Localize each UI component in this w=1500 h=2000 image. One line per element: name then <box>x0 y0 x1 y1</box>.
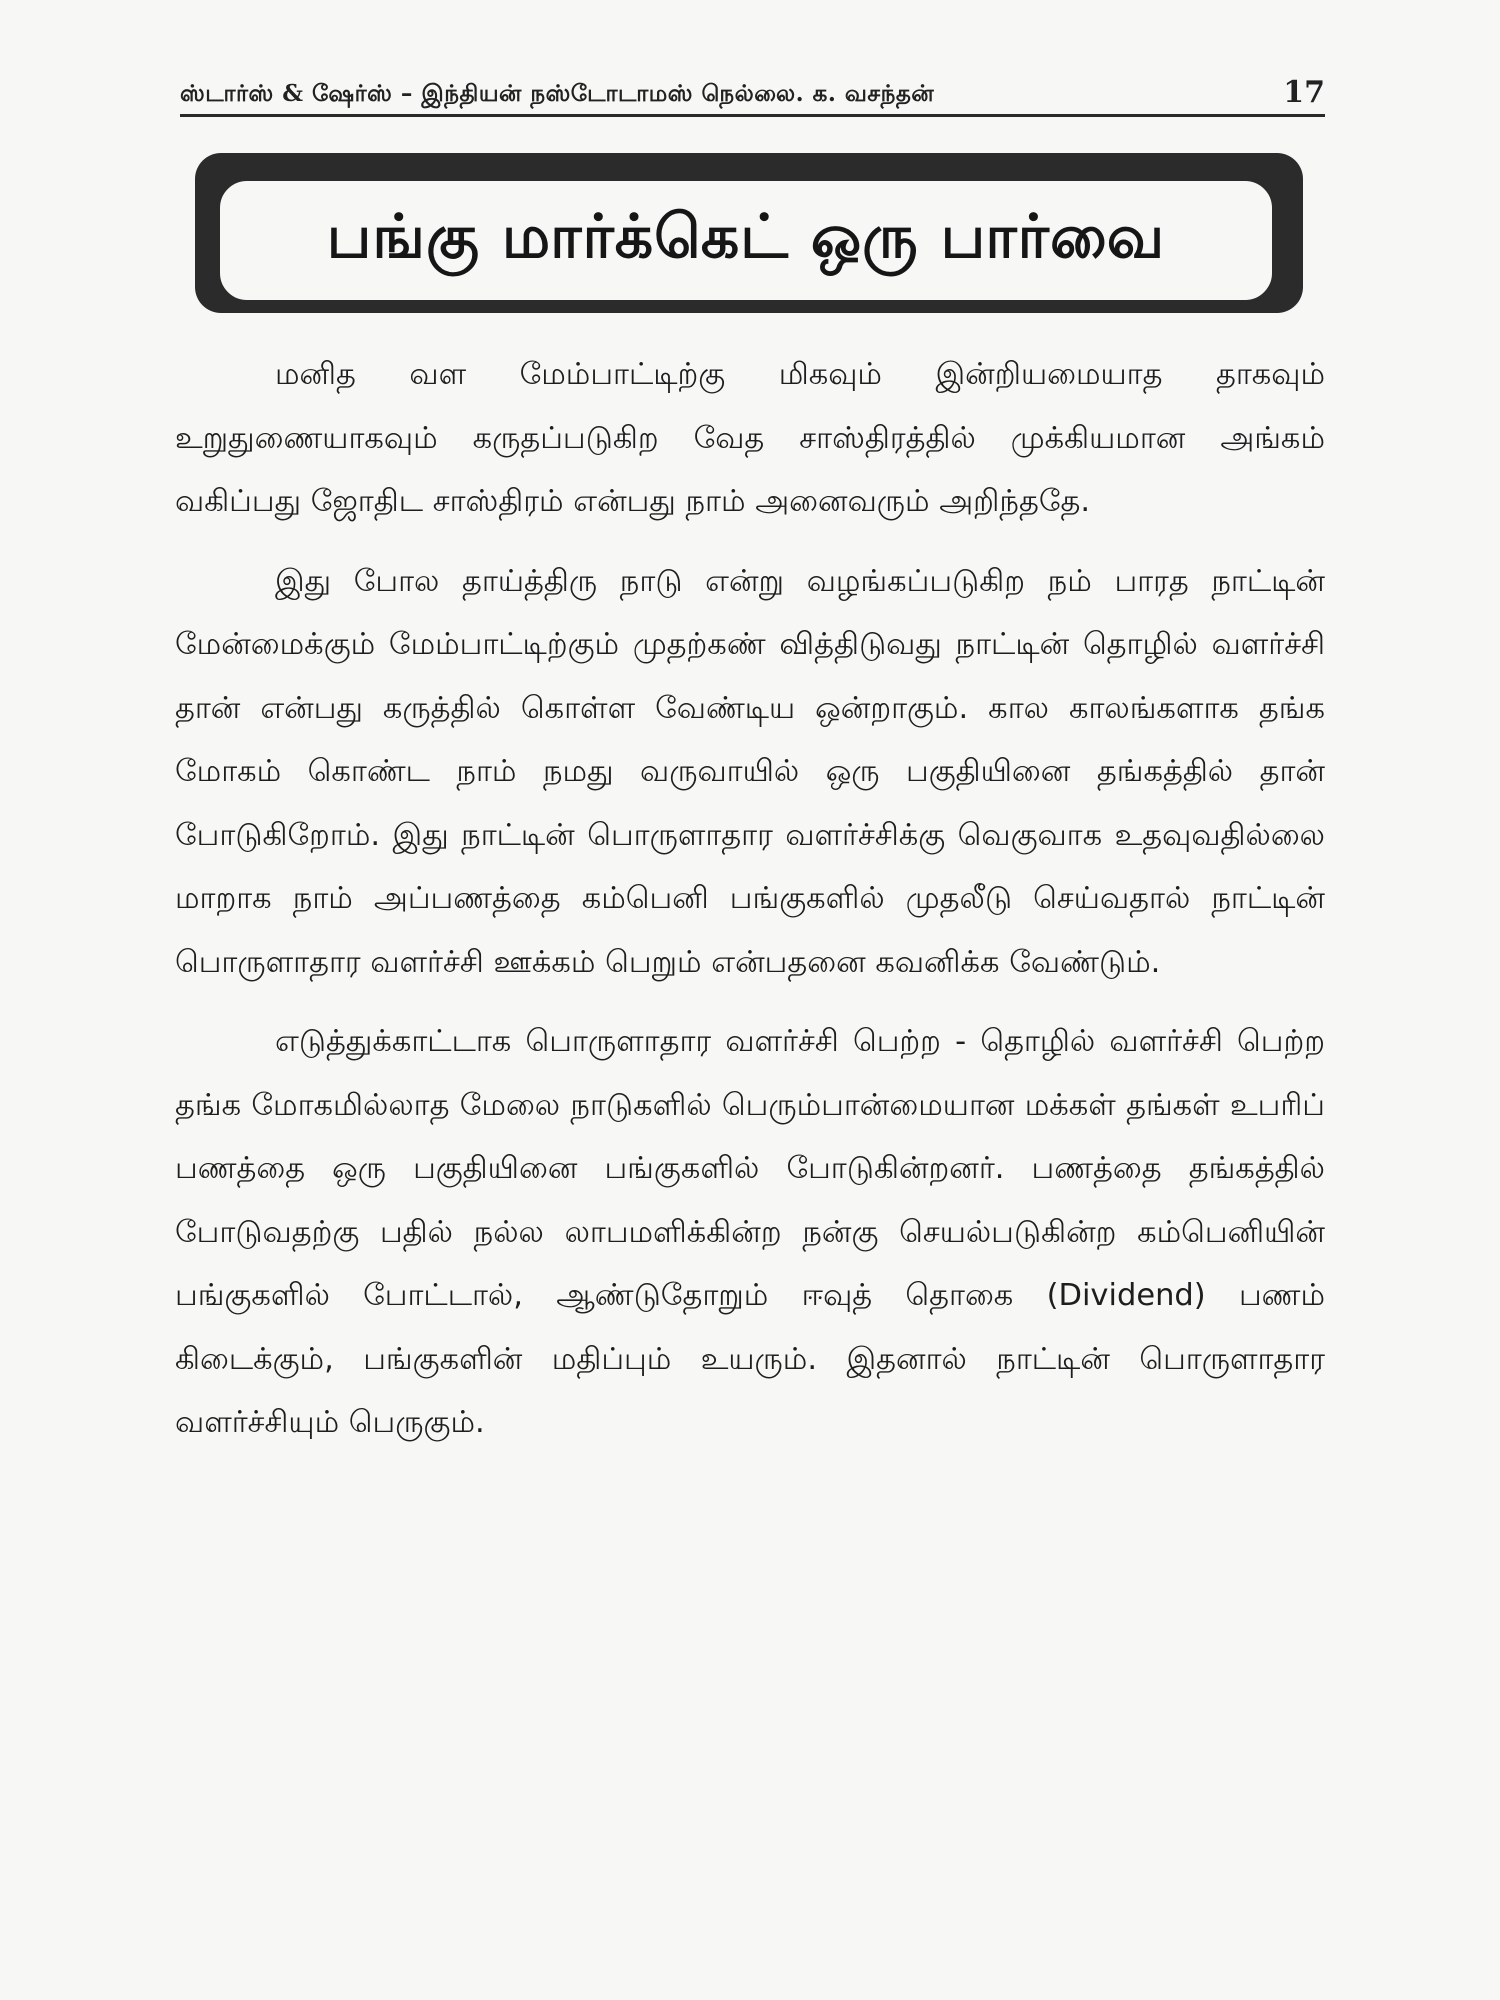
paragraph-1: மனித வள மேம்பாட்டிற்கு மிகவும் இன்றியமையாத தாகவும் உறுதுணையாகவும் கருதப்படுகிற வேத சாஸ்திரத்தில் முக்கியமான அங்கம் வகிப்பது ஜோதிட சாஸ்திரம் என்பது நாம் அனைவரும் அறிந்ததே. <box>175 357 1325 519</box>
page-number: 17 <box>1283 75 1325 110</box>
body-text <box>175 343 1325 1471</box>
chapter-banner <box>217 178 1275 303</box>
paragraph-3: எடுத்துக்காட்டாக பொருளாதார வளர்ச்சி பெற்ற - தொழில் வளர்ச்சி பெற்ற தங்க மோகமில்லாத மேலை நாடுகளில் பெரும்பான்மையான மக்கள் தங்கள் உபரிப் பணத்தை ஒரு பகுதியினை பங்குகளில் போடுகின்றனர். பணத்தை தங்கத்தில் போடுவதற்கு பதில் நல்ல லாபமளிக்கின்ற நன்கு செயல்படுகின்ற கம்பெனியின் பங்குகளில் போட்டால், ஆண்டுதோறும் ஈவுத் தொகை (Dividend) பணம் கிடைக்கும், பங்குகளின் மதிப்பும் உயரும். இதனால் நாட்டின் பொருளாதார வளர்ச்சியும் பெருகும். <box>175 1024 1325 1440</box>
header-divider <box>180 114 1325 117</box>
running-title: ஸ்டார்ஸ் & ஷேர்ஸ் – இந்தியன் நஸ்டோடாமஸ் நெல்லை. க. வசந்தன் <box>180 80 935 107</box>
running-header <box>180 58 1325 110</box>
paragraph-2: இது போல தாய்த்திரு நாடு என்று வழங்கப்படுகிற நம் பாரத நாட்டின் மேன்மைக்கும் மேம்பாட்டிற்கும் முதற்கண் வித்திடுவது நாட்டின் தொழில் வளர்ச்சி தான் என்பது கருத்தில் கொள்ள வேண்டிய ஒன்றாகும். கால காலங்களாக தங்க மோகம் கொண்ட நாம் நமது வருவாயில் ஒரு பகுதியினை தங்கத்தில் தான் போடுகிறோம். இது நாட்டின் பொருளாதார வளர்ச்சிக்கு வெகுவாக உதவுவதில்லை மாறாக நாம் அப்பணத்தை கம்பெனி பங்குகளில் முதலீடு செய்வதால் நாட்டின் பொருளாதார வளர்ச்சி ஊக்கம் பெறும் என்பதனை கவனிக்க வேண்டும். <box>175 563 1325 980</box>
chapter-title: பங்கு மார்க்கெட் ஒரு பார்வை <box>326 201 1166 272</box>
